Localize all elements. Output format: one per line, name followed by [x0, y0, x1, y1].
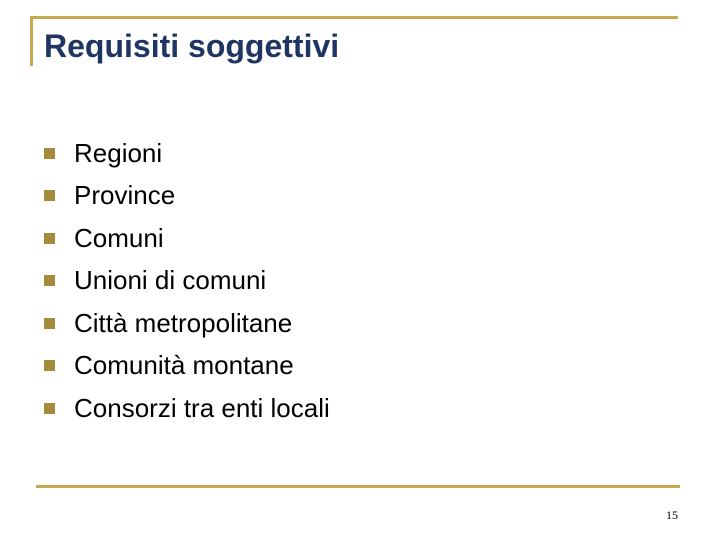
square-bullet-icon — [44, 318, 55, 329]
bullet-text: Comuni — [74, 222, 164, 253]
square-bullet-icon — [44, 360, 55, 371]
bullet-item — [44, 345, 330, 388]
square-bullet-icon — [44, 148, 55, 159]
bullet-item — [44, 387, 330, 430]
bullet-text: Comunità montane — [74, 350, 294, 381]
bullet-item — [44, 217, 330, 260]
square-bullet-icon — [44, 233, 55, 244]
page-number: 15 — [666, 508, 678, 522]
bottom-frame-line — [36, 485, 680, 488]
bullet-item — [44, 132, 330, 175]
bullet-text: Unioni di comuni — [74, 265, 267, 296]
bullet-text: Province — [74, 180, 176, 211]
bullet-list — [44, 132, 330, 430]
top-frame-line — [30, 16, 678, 19]
bullet-item — [44, 260, 330, 303]
left-frame-line — [30, 16, 33, 66]
square-bullet-icon — [44, 403, 55, 414]
bullet-item — [44, 302, 330, 345]
bullet-item — [44, 175, 330, 218]
square-bullet-icon — [44, 275, 55, 286]
bullet-text: Consorzi tra enti locali — [74, 392, 330, 423]
slide-title: Requisiti soggettivi — [44, 28, 340, 64]
bullet-text: Città metropolitane — [74, 307, 293, 338]
bullet-text: Regioni — [74, 137, 163, 168]
square-bullet-icon — [44, 190, 55, 201]
